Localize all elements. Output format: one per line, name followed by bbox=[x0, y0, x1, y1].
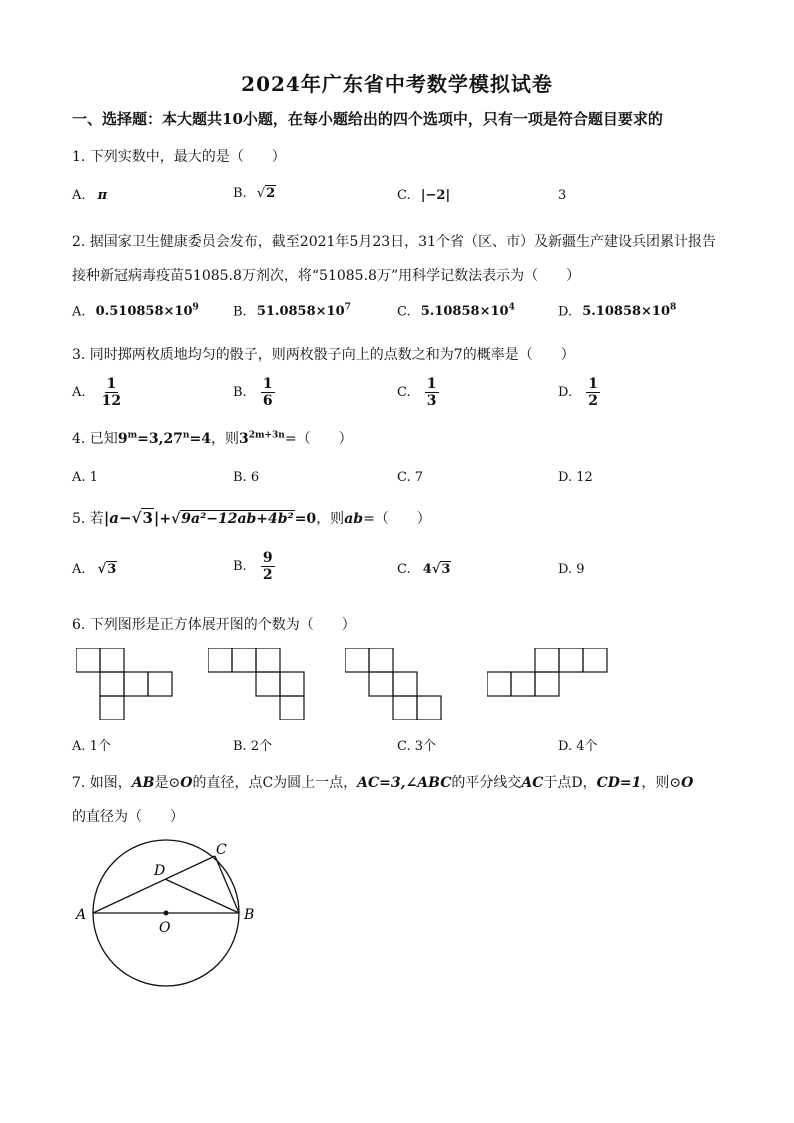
q2-d-exp: 8 bbox=[670, 303, 677, 313]
q2-c-exp: 4 bbox=[508, 303, 515, 313]
q1-c-value: −2 bbox=[425, 188, 446, 203]
q5-option-a[interactable]: A. √3 bbox=[72, 562, 117, 577]
q6-option-a[interactable]: A. 1个 bbox=[72, 739, 111, 754]
q3-c-fraction: $\frac{1}{3}$ bbox=[426, 376, 437, 409]
q3-option-a[interactable] bbox=[72, 376, 123, 409]
q1-stem: 1. 下列实数中，最大的是（ ） bbox=[72, 149, 286, 165]
q7-stem-line2: 的直径为（ ） bbox=[72, 809, 184, 825]
q4-option-c[interactable]: C. 7 bbox=[397, 470, 424, 485]
q3-option-d[interactable] bbox=[558, 376, 600, 409]
q3-b-fraction: $\frac{1}{6}$ bbox=[262, 376, 273, 409]
q1-d-value: 3 bbox=[558, 188, 567, 203]
q6-option-c[interactable]: C. 3个 bbox=[397, 739, 437, 754]
q6-option-b[interactable]: B. 2个 bbox=[233, 739, 273, 754]
q2-b-base: 51.0858×10 bbox=[256, 304, 345, 320]
q4-option-d[interactable]: D. 12 bbox=[558, 470, 593, 485]
q1-option-d[interactable] bbox=[558, 188, 566, 203]
q4-option-b[interactable]: B. 6 bbox=[233, 470, 260, 485]
q2-option-a[interactable] bbox=[72, 303, 199, 319]
q5-option-d[interactable]: D. 9 bbox=[558, 562, 585, 577]
q4-stem: 4. 已知$9^m=3,27^n=4$，则$3^{2m+3n}=$（ ） bbox=[72, 430, 353, 447]
q3-a-fraction: $\frac{1}{12}$ bbox=[101, 376, 122, 409]
label-d: D bbox=[154, 863, 166, 879]
q5-stem: 5. 若|a−√3|+√9a²−12ab+4b²=0，则ab=（ ） bbox=[72, 509, 431, 527]
q2-b-exp: 7 bbox=[344, 303, 351, 313]
label-o: O bbox=[159, 920, 171, 936]
q5-option-b[interactable]: B. $\frac{9}{2}$ bbox=[233, 550, 273, 583]
q3-a-label: A. bbox=[72, 385, 86, 400]
q2-b-label: B. bbox=[233, 304, 247, 320]
q5-option-c[interactable]: C. 4√3 bbox=[397, 562, 451, 577]
q2-d-base: 5.10858×10 bbox=[582, 304, 671, 320]
cube-net-figure-4 bbox=[487, 648, 611, 698]
q2-option-b[interactable] bbox=[233, 303, 351, 319]
q7-stem-line1: 7. 如图，AB是⊙O的直径，点C为圆上一点，AC=3,∠ABC的平分线交AC于点D，CD=1，则⊙O bbox=[72, 775, 694, 791]
q2-a-exp: 9 bbox=[192, 303, 199, 313]
q2-c-label: C. bbox=[397, 304, 411, 320]
q6-stem: 6. 下列图形是正方体展开图的个数为（ ） bbox=[72, 617, 356, 633]
center-point-o bbox=[164, 911, 169, 916]
q1-b-radicand: 2 bbox=[266, 186, 276, 201]
q2-a-label: A. bbox=[72, 304, 86, 320]
q3-option-c[interactable] bbox=[397, 376, 439, 409]
q3-d-fraction: $\frac{1}{2}$ bbox=[588, 376, 598, 409]
q1-option-b[interactable] bbox=[233, 186, 276, 201]
label-a: A bbox=[76, 907, 87, 923]
q1-option-c[interactable]: C. |−2| bbox=[397, 188, 451, 203]
q2-option-d[interactable] bbox=[558, 303, 676, 319]
label-b: B bbox=[244, 907, 255, 923]
q3-c-label: C. bbox=[397, 385, 411, 400]
page-title: 2024年广东省中考数学模拟试卷 bbox=[241, 72, 553, 96]
cube-net-figure-2 bbox=[208, 648, 308, 720]
q1-b-sqrt: √2 bbox=[256, 186, 276, 201]
cube-net-figure-1 bbox=[76, 648, 176, 720]
q2-stem-line1: 2. 据国家卫生健康委员会发布，截至2021年5月23日，31个省（区、市）及新疆生产建设兵团累计报告 bbox=[72, 234, 716, 250]
q2-c-base: 5.10858×10 bbox=[420, 304, 509, 320]
q5-b-fraction: $\frac{9}{2}$ bbox=[262, 550, 273, 583]
q1-a-value: π bbox=[97, 188, 108, 203]
cube-net-figure-3 bbox=[345, 648, 445, 720]
q3-stem: 3. 同时掷两枚质地均匀的骰子，则两枚骰子向上的点数之和为7的概率是（ ） bbox=[72, 347, 575, 363]
q6-option-d[interactable]: D. 4个 bbox=[558, 739, 598, 754]
q1-a-label: A. bbox=[72, 188, 86, 203]
label-c: C bbox=[216, 842, 227, 858]
q4-option-a[interactable]: A. 1 bbox=[72, 470, 98, 485]
q3-d-label: D. bbox=[558, 385, 573, 400]
bisector-bd bbox=[165, 879, 239, 913]
q2-a-base: 0.510858×10 bbox=[95, 304, 193, 320]
q7-circle-diagram bbox=[70, 835, 270, 995]
q2-stem-line2: 接种新冠病毒疫苗51085.8万剂次，将“51085.8万”用科学记数法表示为（ ） bbox=[72, 268, 581, 284]
chord-bc bbox=[215, 856, 239, 913]
q1-c-label: C. bbox=[397, 188, 411, 203]
q3-b-label: B. bbox=[233, 385, 247, 400]
q1-b-label: B. bbox=[233, 186, 247, 201]
q3-option-b[interactable] bbox=[233, 376, 275, 409]
section-heading: 一、选择题：本大题共10小题，在每小题给出的四个选项中，只有一项是符合题目要求的 bbox=[72, 110, 663, 128]
q2-option-c[interactable] bbox=[397, 303, 515, 319]
q1-option-a[interactable] bbox=[72, 188, 107, 203]
q2-d-label: D. bbox=[558, 304, 573, 320]
